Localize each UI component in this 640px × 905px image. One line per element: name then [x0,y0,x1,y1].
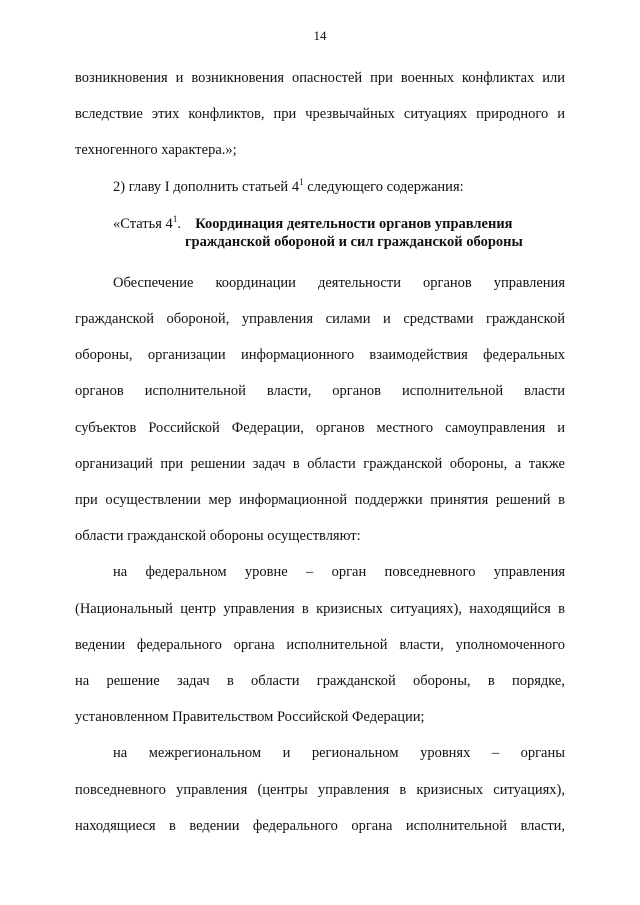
text-line: на межрегиональном и региональном уровнях – органы [113,745,565,762]
text-line: обороны, организации информационного взаимодействия федеральных [75,347,565,364]
article-heading [75,215,565,251]
text-line: (Национальный центр управления в кризисных ситуациях), находящийся в [75,600,565,617]
superscript: 1 [299,176,304,187]
article-title [185,215,523,251]
text-line: на федеральном уровне – орган повседневного управления [113,564,565,581]
text-line: субъектов Российской Федерации, органов местного самоуправления и [75,419,565,436]
text-line: области гражданской обороны осуществляют: [75,528,361,545]
text-line: при осуществлении мер информационной поддержки принятия решений в [75,492,565,509]
article-title-line: гражданской обороной и сил гражданской обороны [184,233,523,250]
text-line: ведении федерального органа исполнительной власти, уполномоченного [75,636,565,653]
text-line: организаций при решении задач в области гражданской обороны, а также [75,455,565,472]
article-number: «Статья $4^1$. [113,213,181,232]
text-line: техногенного характера.»; [75,142,237,159]
text-line: на решение задач в области гражданской обороны, в порядке, [75,673,565,690]
amendment-text: 2) главу I дополнить статьей 4 [113,178,300,195]
document-body [75,60,565,844]
text-line: вследствие этих конфликтов, при чрезвычайных ситуациях природного и [75,106,565,123]
text-line: возникновения и возникновения опасностей при военных конфликтах или [75,70,565,86]
text-line: органов исполнительной власти, органов исполнительной власти [75,383,565,400]
article-title-line: Координация деятельности органов управления [195,215,513,232]
text-line: гражданской обороной, управления силами и средствами гражданской [75,311,565,328]
text-line: находящиеся в ведении федерального органа исполнительной власти, [75,817,565,834]
text-line: повседневного управления (центры управления в кризисных ситуациях), [75,781,565,798]
amendment-item [75,169,565,205]
text-line: Обеспечение координации деятельности органов управления [113,274,565,291]
page-number: 14 [313,28,327,43]
text-line: установленном Правительством Российской Федерации; [75,709,425,726]
amendment-text: следующего содержания: [303,178,464,195]
